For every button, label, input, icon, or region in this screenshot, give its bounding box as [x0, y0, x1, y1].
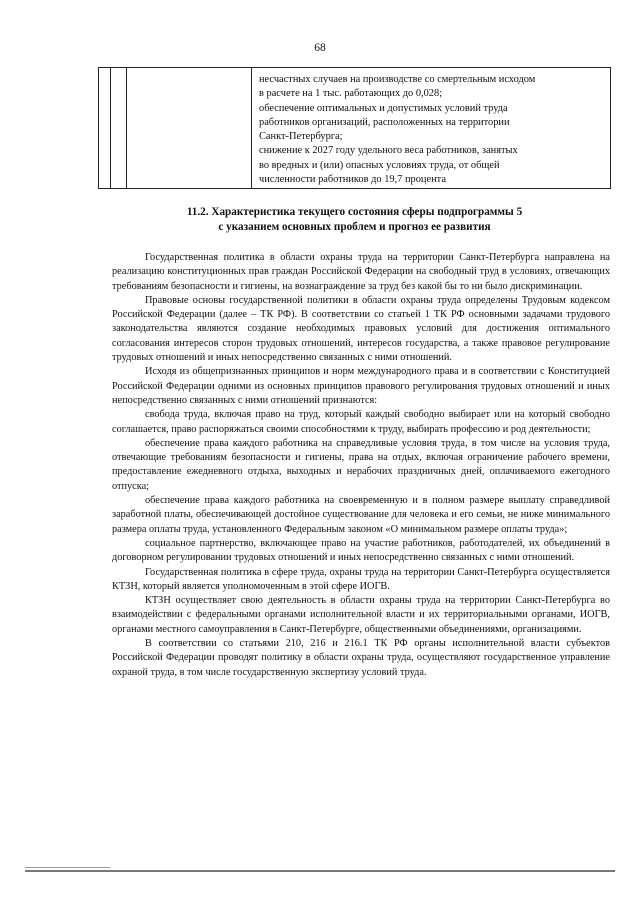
section-heading: [98, 205, 611, 235]
scan-edge-line: [25, 867, 110, 868]
scan-edge-line: [25, 870, 615, 872]
table-column-divider: [251, 68, 252, 188]
table-cell-text: [259, 73, 604, 187]
table-cell-line: численности работников до 19,7 процента: [259, 174, 446, 186]
paragraph: Исходя из общепризнанных принципов и норм международного права и в соответствии с Конституцией Российской Федерации одними из основных принципов правового регулирования трудовых отношений и иных непосредственно связанных с ними отношений признаются:: [112, 366, 610, 406]
paragraph: обеспечение права каждого работника на справедливые условия труда, в том числе на условия труда, отвечающие требованиям безопасности и гигиены, права на отдых, включая ограничение рабочего времени, предоставление ежедневного отдыха, выходных и нерабочих праздничных дней, оплачиваемого ежегодного отпуска;: [112, 437, 610, 492]
paragraph: свобода труда, включая право на труд, который каждый свободно выбирает или на который свободно соглашается, право распоряжаться своими способностями к труду, выбирать профессию и род деятельности;: [112, 409, 610, 435]
table-cell-line: работников организаций, расположенных на территории: [259, 116, 510, 128]
table-cell-line: во вредных и (или) опасных условиях труда, от общей: [259, 159, 500, 171]
page-number: 68: [314, 42, 326, 54]
table-column-divider: [126, 68, 127, 188]
table-cell-line: несчастных случаев на производстве со смертельным исходом: [259, 74, 536, 85]
paragraph: обеспечение права каждого работника на своевременную и в полном размере выплату справедливой заработной платы, обеспечивающей достойное существование для человека и его семьи, не ниже минимального размера оплаты труда, установленного Федеральным законом «О минимальном размере оплаты труда»;: [112, 495, 610, 535]
table-cell-line: обеспечение оптимальных и допустимых условий труда: [259, 102, 508, 114]
section-heading-line: с указанием основных проблем и прогноз ее развития: [218, 221, 491, 233]
paragraph: Государственная политика в области охраны труда на территории Санкт-Петербурга направлена на реализацию конституционных прав граждан Российской Федерации на свободный труд в условиях, отвечающих требованиям безопасности и гигиены, на вознаграждение за труд без какой бы то ни было дискриминации.: [112, 252, 610, 292]
continuation-table: [98, 67, 611, 189]
paragraph: социальное партнерство, включающее право на участие работников, работодателей, их объединений в договорном регулировании трудовых отношений и иных непосредственно связанных с ними отношений.: [112, 537, 610, 564]
paragraph: Государственная политика в сфере труда, охраны труда на территории Санкт-Петербурга осуществляется КТЗН, который является уполномоченным в этой сфере ИОГВ.: [112, 566, 610, 592]
body-text: [112, 251, 610, 680]
table-cell-line: Санкт-Петербурга;: [259, 131, 343, 143]
section-heading-line: 11.2. Характеристика текущего состояния сферы подпрограммы 5: [186, 206, 523, 218]
table-cell-line: снижение к 2027 году удельного веса работников, занятых: [259, 145, 518, 157]
table-column-divider: [110, 68, 111, 188]
table-cell-line: в расчете на 1 тыс. работающих до 0,028;: [259, 88, 443, 100]
paragraph: В соответствии со статьями 210, 216 и 216.1 ТК РФ органы исполнительной власти субъектов Российской Федерации проводят политику в области охраны труда, осуществляют государственное управление охраной труда, в том числе государственную экспертизу условий труда.: [112, 638, 610, 678]
paragraph: КТЗН осуществляет свою деятельность в области охраны труда на территории Санкт-Петербурга во взаимодействии с федеральными органами исполнительной власти и их территориальными органами, ИОГВ, органами местного самоуправления в Санкт-Петербурге, общественными объединениями, организациями.: [112, 595, 610, 635]
paragraph: Правовые основы государственной политики в области охраны труда определены Трудовым кодексом Российской Федерации (далее – ТК РФ). В соответствии со статьей 1 ТК РФ основными задачами трудового законодательства являются создание необходимых правовых условий для достижения оптимального согласования интересов сторон трудовых отношений, интересов государства, а также правовое регулирование трудовых отношений и иных непосредственно связанных с ними отношений.: [112, 294, 610, 364]
